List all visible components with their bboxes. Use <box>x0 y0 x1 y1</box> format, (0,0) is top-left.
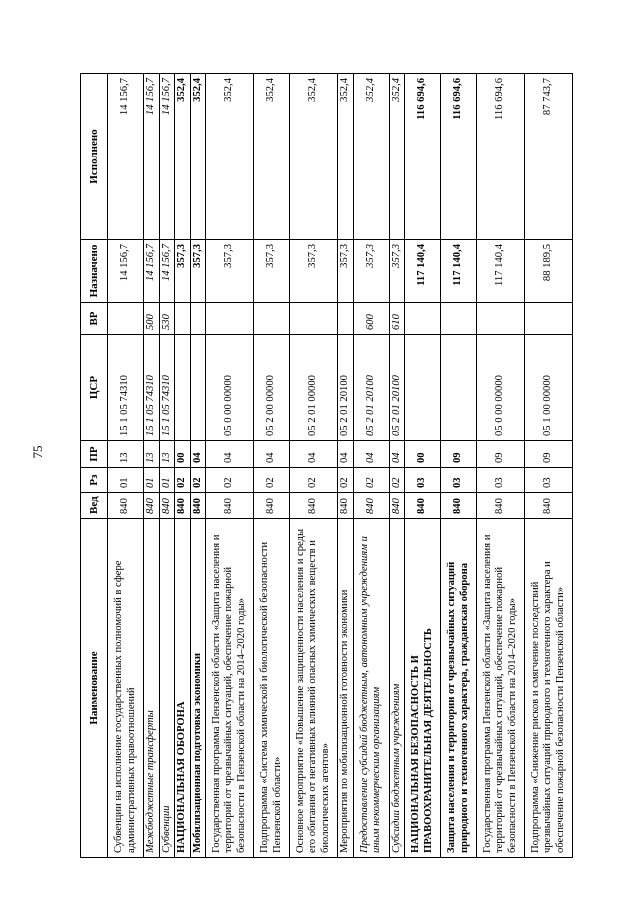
row-rz: 02 <box>338 468 354 493</box>
row-name: Мобилизационная подготовка экономики <box>190 519 206 858</box>
row-name: Государственная программа Пензенской области «Защита населения и территорий от чрезвычайных ситуаций, обеспечение пожарной безопасности в Пензенской области на 2014–2020 годы» <box>206 519 254 858</box>
row-vr <box>175 303 191 335</box>
row-csr: 05 0 00 00000 <box>477 335 525 441</box>
table-row <box>190 74 206 858</box>
table-row <box>353 74 389 858</box>
row-name: Основное мероприятие «Повышение защищенности населения и среды его обитания от негативных влияний опасных химических веществ и биологических агентов» <box>290 519 338 858</box>
row-rz: 01 <box>144 468 160 493</box>
row-assigned: 357,3 <box>254 240 290 303</box>
table-row <box>477 74 525 858</box>
row-executed: 352,4 <box>353 74 389 240</box>
row-csr: 05 0 00 00000 <box>206 335 254 441</box>
header-rz: Рз <box>81 468 108 493</box>
row-csr <box>405 335 441 441</box>
row-assigned: 14 156,7 <box>144 240 160 303</box>
row-csr: 15 1 05 74310 <box>159 335 175 441</box>
row-assigned: 357,3 <box>175 240 191 303</box>
row-pr: 13 <box>144 441 160 468</box>
row-rz: 03 <box>405 468 441 493</box>
row-executed: 352,4 <box>338 74 354 240</box>
row-rz: 02 <box>206 468 254 493</box>
row-executed: 87 743,7 <box>525 74 573 240</box>
row-pr: 13 <box>159 441 175 468</box>
row-ved: 840 <box>108 493 144 519</box>
row-assigned: 117 140,4 <box>405 240 441 303</box>
row-executed: 352,4 <box>389 74 405 240</box>
row-ved: 840 <box>353 493 389 519</box>
row-executed: 352,4 <box>254 74 290 240</box>
row-name: Межбюджетные трансферты <box>144 519 160 858</box>
row-name: Государственная программа Пензенской области «Защита населения и территорий от чрезвычайных ситуаций, обеспечение пожарной безопасности в Пензенской области на 2014–2020 годы» <box>477 519 525 858</box>
row-ved: 840 <box>477 493 525 519</box>
header-executed: Исполнено <box>81 74 108 240</box>
row-ved: 840 <box>525 493 573 519</box>
row-ved: 840 <box>206 493 254 519</box>
table-row <box>144 74 160 858</box>
row-name: Субсидии бюджетным учреждениям <box>389 519 405 858</box>
row-rz: 02 <box>290 468 338 493</box>
rotated-page-content <box>80 74 576 858</box>
row-vr <box>290 303 338 335</box>
row-assigned: 357,3 <box>353 240 389 303</box>
row-pr: 04 <box>206 441 254 468</box>
row-pr: 04 <box>353 441 389 468</box>
table-row <box>108 74 144 858</box>
row-pr: 13 <box>108 441 144 468</box>
row-rz: 02 <box>175 468 191 493</box>
row-pr: 09 <box>525 441 573 468</box>
row-vr: 500 <box>144 303 160 335</box>
row-vr <box>108 303 144 335</box>
row-assigned: 357,3 <box>389 240 405 303</box>
page-number: 75 <box>30 445 45 459</box>
row-executed: 352,4 <box>290 74 338 240</box>
row-pr: 09 <box>441 441 477 468</box>
row-vr <box>405 303 441 335</box>
row-pr: 04 <box>290 441 338 468</box>
row-assigned: 357,3 <box>206 240 254 303</box>
row-name: Подпрограмма «Снижение рисков и смягчение последствий чрезвычайных ситуаций природного и техногенного характера и обеспечение пожарной безопасности Пензенской области» <box>525 519 573 858</box>
row-name: НАЦИОНАЛЬНАЯ ОБОРОНА <box>175 519 191 858</box>
row-name: Подпрограмма «Система химической и биологической безопасности Пензенской области» <box>254 519 290 858</box>
table-row <box>159 74 175 858</box>
row-name: Предоставление субсидий бюджетным, автономным учреждениям и иным некоммерческим организациям <box>353 519 389 858</box>
row-ved: 840 <box>254 493 290 519</box>
row-executed: 352,4 <box>175 74 191 240</box>
row-ved: 840 <box>175 493 191 519</box>
row-assigned: 117 140,4 <box>477 240 525 303</box>
row-assigned: 14 156,7 <box>159 240 175 303</box>
row-rz: 02 <box>353 468 389 493</box>
header-pr: ПР <box>81 441 108 468</box>
row-csr <box>175 335 191 441</box>
row-rz: 01 <box>159 468 175 493</box>
row-ved: 840 <box>389 493 405 519</box>
row-assigned: 357,3 <box>290 240 338 303</box>
table-row <box>175 74 191 858</box>
row-rz: 02 <box>190 468 206 493</box>
row-pr: 09 <box>477 441 525 468</box>
row-ved: 840 <box>290 493 338 519</box>
row-rz: 03 <box>441 468 477 493</box>
row-pr: 04 <box>389 441 405 468</box>
row-vr <box>206 303 254 335</box>
row-csr: 15 1 05 74310 <box>108 335 144 441</box>
row-rz: 01 <box>108 468 144 493</box>
table-header-row <box>81 74 108 858</box>
row-csr: 05 2 00 00000 <box>254 335 290 441</box>
row-name: Субвенции <box>159 519 175 858</box>
row-vr <box>190 303 206 335</box>
row-name: Субвенции на исполнение государственных полномочий в сфере административных правоотношений <box>108 519 144 858</box>
row-vr: 530 <box>159 303 175 335</box>
row-vr <box>254 303 290 335</box>
header-assigned: Назначено <box>81 240 108 303</box>
table-row <box>206 74 254 858</box>
row-executed: 352,4 <box>190 74 206 240</box>
row-executed: 116 694,6 <box>405 74 441 240</box>
row-vr <box>338 303 354 335</box>
row-name: НАЦИОНАЛЬНАЯ БЕЗОПАСНОСТЬ И ПРАВООХРАНИТЕЛЬНАЯ ДЕЯТЕЛЬНОСТЬ <box>405 519 441 858</box>
row-pr: 04 <box>338 441 354 468</box>
row-assigned: 88 189,5 <box>525 240 573 303</box>
row-assigned: 357,3 <box>338 240 354 303</box>
row-assigned: 357,3 <box>190 240 206 303</box>
row-csr: 05 2 01 20100 <box>353 335 389 441</box>
row-assigned: 14 156,7 <box>108 240 144 303</box>
row-assigned: 117 140,4 <box>441 240 477 303</box>
table-row <box>405 74 441 858</box>
row-executed: 14 156,7 <box>144 74 160 240</box>
row-csr: 05 1 00 00000 <box>525 335 573 441</box>
row-rz: 02 <box>254 468 290 493</box>
row-ved: 840 <box>144 493 160 519</box>
row-executed: 116 694,6 <box>441 74 477 240</box>
row-name: Защита населения и территории от чрезвычайных ситуаций природного и техногенного характера, гражданская оборона <box>441 519 477 858</box>
header-name: Наименование <box>81 519 108 858</box>
row-name: Мероприятия по мобилизационной готовности экономики <box>338 519 354 858</box>
table-row <box>254 74 290 858</box>
row-vr <box>441 303 477 335</box>
row-ved: 840 <box>405 493 441 519</box>
row-csr <box>441 335 477 441</box>
row-executed: 116 694,6 <box>477 74 525 240</box>
header-vr: ВР <box>81 303 108 335</box>
header-csr: ЦСР <box>81 335 108 441</box>
row-csr: 05 2 01 20100 <box>389 335 405 441</box>
row-executed: 352,4 <box>206 74 254 240</box>
table-row <box>389 74 405 858</box>
row-ved: 840 <box>441 493 477 519</box>
table-row <box>338 74 354 858</box>
row-executed: 14 156,7 <box>159 74 175 240</box>
row-csr: 15 1 05 74310 <box>144 335 160 441</box>
row-pr: 04 <box>190 441 206 468</box>
row-rz: 03 <box>525 468 573 493</box>
row-vr: 610 <box>389 303 405 335</box>
row-rz: 03 <box>477 468 525 493</box>
row-vr <box>525 303 573 335</box>
header-ved: Вед <box>81 493 108 519</box>
row-ved: 840 <box>190 493 206 519</box>
row-pr: 00 <box>405 441 441 468</box>
budget-table <box>80 73 573 858</box>
row-csr <box>190 335 206 441</box>
row-pr: 00 <box>175 441 191 468</box>
row-ved: 840 <box>338 493 354 519</box>
row-rz: 02 <box>389 468 405 493</box>
table-row <box>525 74 573 858</box>
row-csr: 05 2 01 00000 <box>290 335 338 441</box>
row-vr <box>477 303 525 335</box>
table-row <box>290 74 338 858</box>
row-ved: 840 <box>159 493 175 519</box>
row-executed: 14 156,7 <box>108 74 144 240</box>
row-vr: 600 <box>353 303 389 335</box>
table-row <box>441 74 477 858</box>
row-csr: 05 2 01 20100 <box>338 335 354 441</box>
row-pr: 04 <box>254 441 290 468</box>
